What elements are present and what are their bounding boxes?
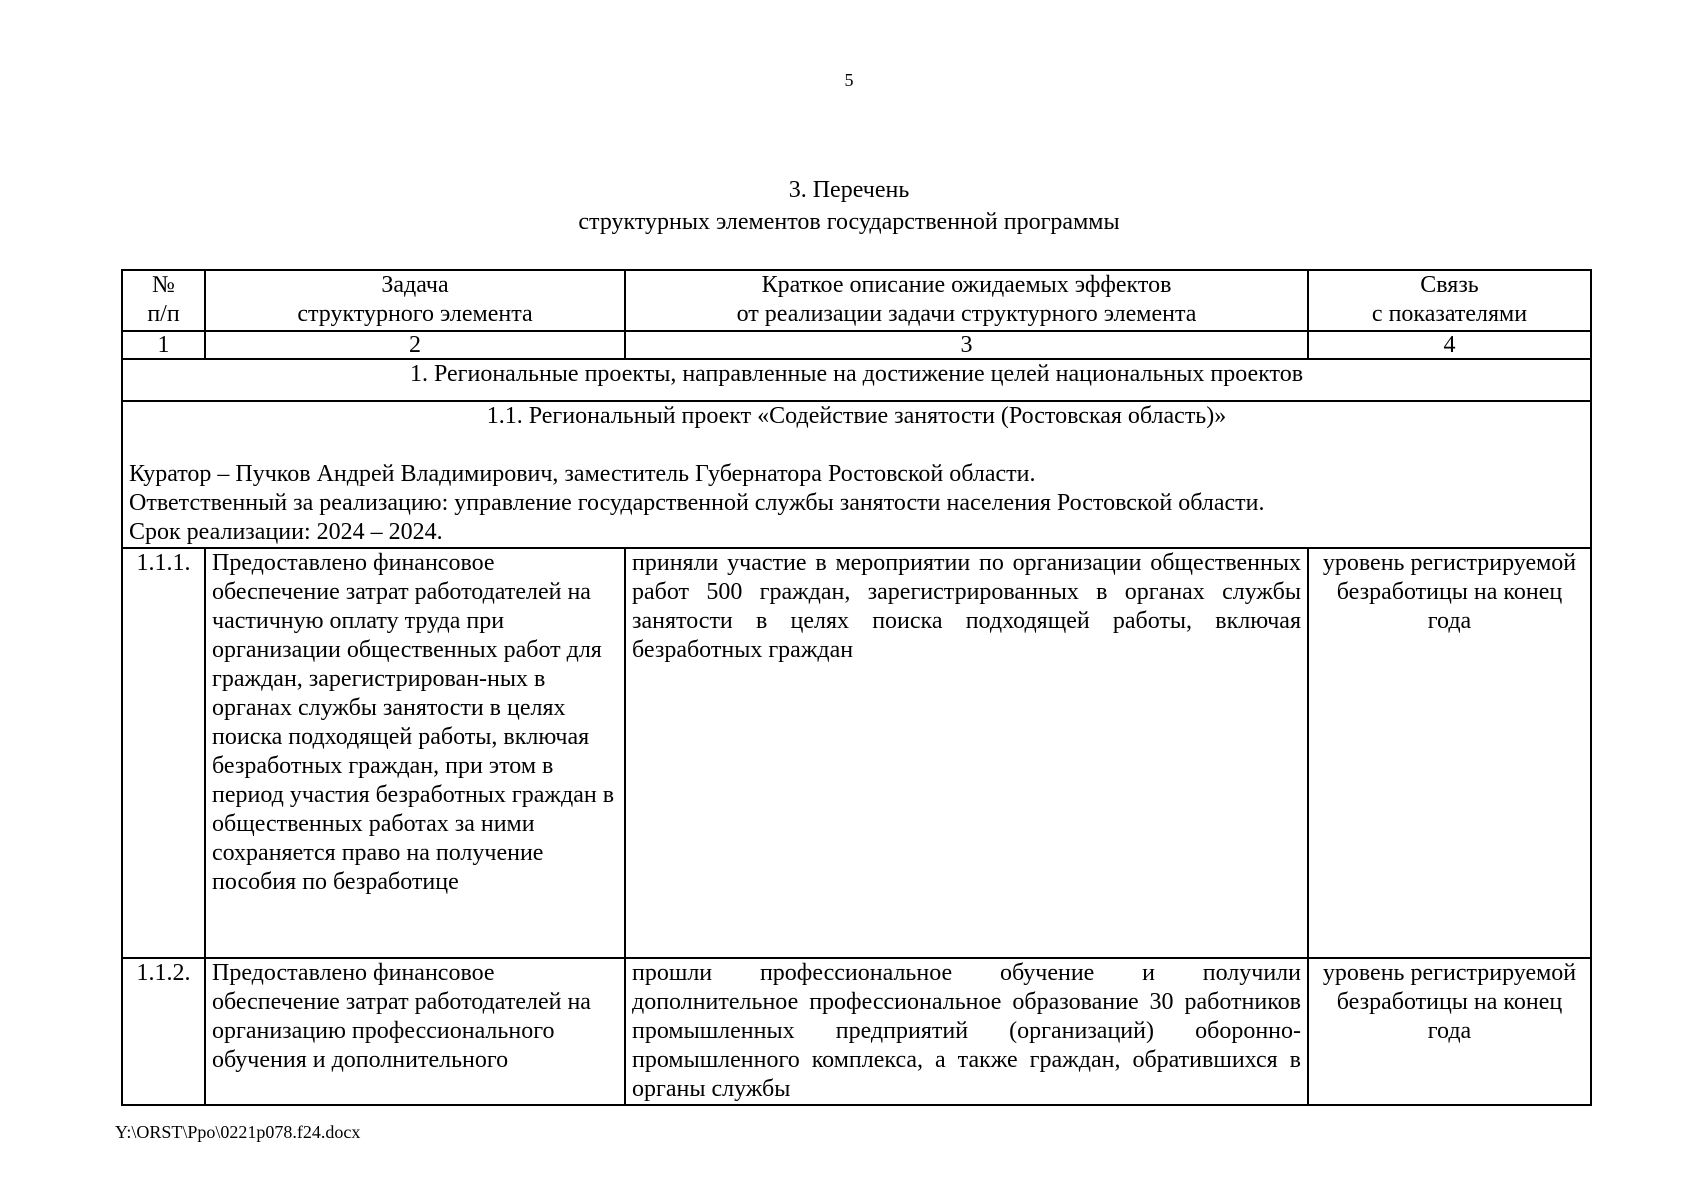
project-title: 1.1. Региональный проект «Содействие занятости (Ростовская область)» <box>486 403 1227 429</box>
title-line-1: 3. Перечень <box>788 177 910 203</box>
header-task: Задача структурного элемента <box>205 270 625 331</box>
row-number: 1.1.1. <box>122 548 205 958</box>
structural-elements-table <box>121 269 1592 1106</box>
row-number: 1.1.2. <box>122 958 205 1105</box>
project-info <box>122 401 1591 548</box>
row-effect: прошли профессиональное обучение и получили дополнительное профессиональное образование 30 работников промышленных предприятий (организаций) оборонно-промышленного комплекса, а также граждан, обратившихся в органы службы <box>625 958 1308 1105</box>
section-title: 1. Региональные проекты, направленные на достижение целей национальных проектов <box>122 359 1591 401</box>
row-indicator: уровень регистрируемой безработицы на конец года <box>1308 958 1591 1105</box>
project-responsible: Ответственный за реализацию: управление государственной службы занятости населения Ростовской области. <box>129 490 1265 516</box>
row-indicator: уровень регистрируемой безработицы на конец года <box>1308 548 1591 958</box>
title-line-2: структурных элементов государственной программы <box>578 209 1120 235</box>
column-number: 3 <box>625 331 1308 359</box>
section-row <box>122 359 1591 401</box>
file-path-footer: Y:\ORST\Ppo\0221p078.f24.docx <box>115 1122 361 1142</box>
row-task: Предоставлено финансовое обеспечение затрат работодателей на организацию профессионального обучения и дополнительного <box>205 958 625 1105</box>
header-effects: Краткое описание ожидаемых эффектов от реализации задачи структурного элемента <box>625 270 1308 331</box>
row-effect: приняли участие в мероприятии по организации общественных работ 500 граждан, зарегистрированных в органах службы занятости в целях поиска подходящей работы, включая безработных граждан <box>625 548 1308 958</box>
table-row <box>122 958 1591 1105</box>
document-title <box>0 174 1698 238</box>
header-indicators: Связь с показателями <box>1308 270 1591 331</box>
table-header-row <box>122 270 1591 331</box>
row-task: Предоставлено финансовое обеспечение затрат работодателей на частичную оплату труда при организации общественных работ для граждан, зарегистрирован-ных в органах службы занятости в целях поиска подходящей работы, включая безработных граждан, при этом в период участия безработных граждан в общественных работах за ними сохраняется право на получение пособия по безработице <box>205 548 625 958</box>
project-row <box>122 401 1591 548</box>
column-number: 2 <box>205 331 625 359</box>
project-period: Срок реализации: 2024 – 2024. <box>129 519 443 545</box>
table-row <box>122 548 1591 958</box>
page-number: 5 <box>844 70 854 90</box>
column-number: 4 <box>1308 331 1591 359</box>
column-number-row <box>122 331 1591 359</box>
project-curator: Куратор – Пучков Андрей Владимирович, заместитель Губернатора Ростовской области. <box>129 461 1036 487</box>
header-number: № п/п <box>122 270 205 331</box>
column-number: 1 <box>122 331 205 359</box>
